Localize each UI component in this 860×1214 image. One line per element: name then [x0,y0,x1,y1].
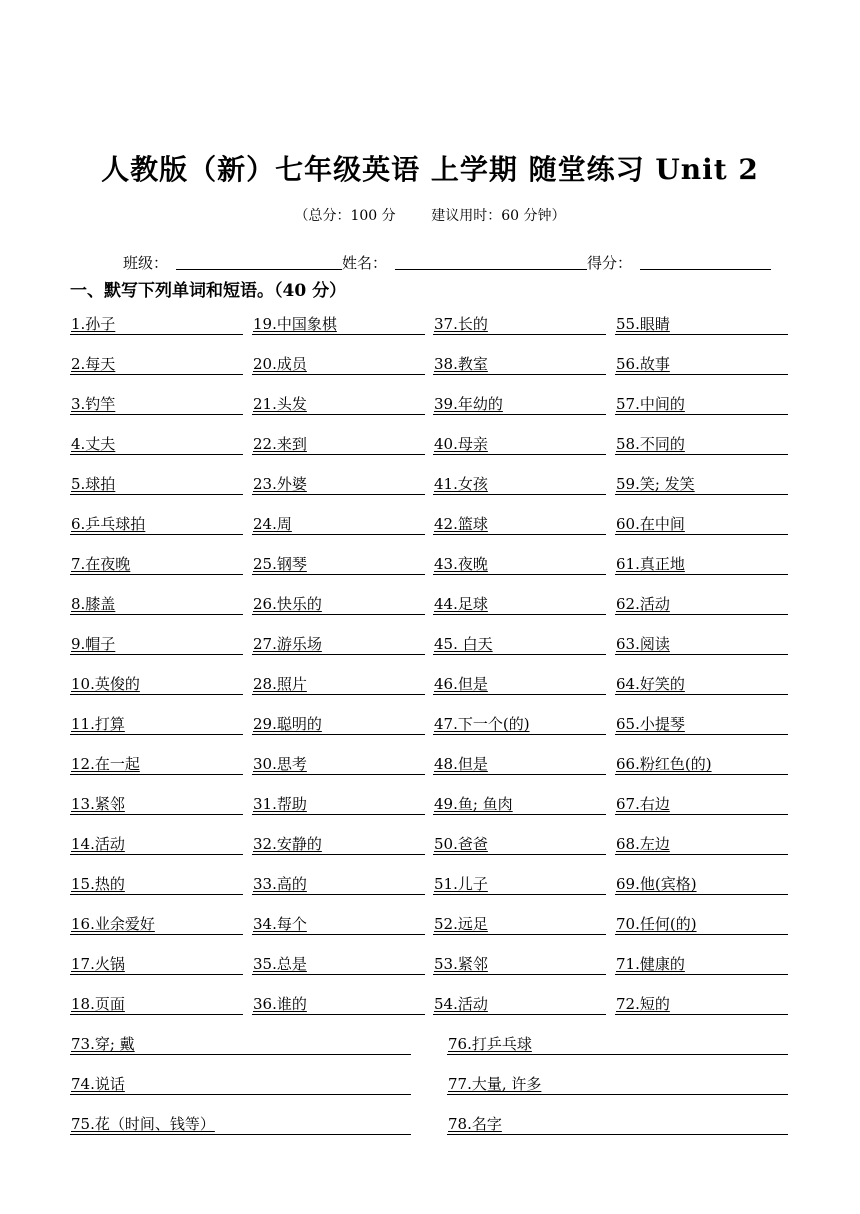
vocab-item[interactable]: 24.周 [252,514,425,535]
vocab-item[interactable]: 57.中间的 [615,394,788,415]
vocab-item[interactable]: 43.夜晚 [433,554,606,575]
vocab-item-wide[interactable]: 77.大量, 许多 [447,1074,788,1095]
vocab-item[interactable]: 68.左边 [615,834,788,855]
vocab-item[interactable]: 12.在一起 [70,754,243,775]
vocab-item[interactable]: 32.安静的 [252,834,425,855]
vocab-item[interactable]: 66.粉红色(的) [615,754,788,775]
vocab-item[interactable]: 61.真正地 [615,554,788,575]
vocab-item[interactable]: 34.每个 [252,914,425,935]
vocab-item-wide[interactable]: 78.名字 [447,1114,788,1135]
vocab-item[interactable]: 5.球拍 [70,474,243,495]
vocab-item[interactable]: 55.眼睛 [615,314,788,335]
vocab-item[interactable]: 60.在中间 [615,514,788,535]
vocab-item[interactable]: 58.不同的 [615,434,788,455]
vocab-item[interactable]: 63.阅读 [615,634,788,655]
vocab-item[interactable]: 1.孙子 [70,314,243,335]
vocab-item[interactable]: 69.他(宾格) [615,874,788,895]
vocab-item[interactable]: 4.丈夫 [70,434,243,455]
vocab-item[interactable]: 46.但是 [433,674,606,695]
vocab-item[interactable]: 39.年幼的 [433,394,606,415]
vocab-item[interactable]: 13.紧邻 [70,794,243,815]
vocab-item[interactable]: 3.钓竿 [70,394,243,415]
vocab-item[interactable]: 21.头发 [252,394,425,415]
score-label: 得分： [587,254,633,272]
page-title: 人教版（新）七年级英语 上学期 随堂练习 Unit 2 [101,153,759,186]
vocab-item[interactable]: 50.爸爸 [433,834,606,855]
vocab-item[interactable]: 45. 白天 [433,634,606,655]
vocab-item[interactable]: 64.好笑的 [615,674,788,695]
vocab-item[interactable]: 41.女孩 [433,474,606,495]
vocab-item[interactable]: 9.帽子 [70,634,243,655]
vocab-item[interactable]: 70.任何(的) [615,914,788,935]
vocab-item[interactable]: 47.下一个(的) [433,714,606,735]
vocab-item[interactable]: 53.紧邻 [433,954,606,975]
vocab-item[interactable]: 71.健康的 [615,954,788,975]
vocab-item[interactable]: 16.业余爱好 [70,914,243,935]
section-title: 一、默写下列单词和短语。（40 分） [70,281,347,301]
vocab-item-wide[interactable]: 74.说话 [70,1074,411,1095]
vocab-item[interactable]: 29.聪明的 [252,714,425,735]
score-blank[interactable] [640,269,771,270]
vocab-item[interactable]: 31.帮助 [252,794,425,815]
name-blank[interactable] [395,269,587,270]
vocab-item[interactable]: 37.长的 [433,314,606,335]
vocab-item[interactable]: 25.钢琴 [252,554,425,575]
vocab-item[interactable]: 65.小提琴 [615,714,788,735]
vocab-item[interactable]: 11.打算 [70,714,243,735]
vocab-item-wide[interactable]: 75.花（时间、钱等） [70,1114,411,1135]
vocab-item[interactable]: 51.儿子 [433,874,606,895]
vocab-item[interactable]: 48.但是 [433,754,606,775]
vocab-item[interactable]: 59.笑; 发笑 [615,474,788,495]
vocab-item[interactable]: 72.短的 [615,994,788,1015]
vocab-item[interactable]: 8.膝盖 [70,594,243,615]
vocab-item[interactable]: 20.成员 [252,354,425,375]
vocab-item-wide[interactable]: 73.穿; 戴 [70,1034,411,1055]
vocab-item[interactable]: 42.篮球 [433,514,606,535]
vocab-item[interactable]: 62.活动 [615,594,788,615]
vocab-item[interactable]: 54.活动 [433,994,606,1015]
class-label: 班级： [123,254,169,272]
vocab-item[interactable]: 2.每天 [70,354,243,375]
vocab-item[interactable]: 44.足球 [433,594,606,615]
vocab-item[interactable]: 30.思考 [252,754,425,775]
vocab-item[interactable]: 18.页面 [70,994,243,1015]
vocab-item[interactable]: 28.照片 [252,674,425,695]
vocab-item[interactable]: 67.右边 [615,794,788,815]
vocab-item[interactable]: 19.中国象棋 [252,314,425,335]
vocab-item[interactable]: 15.热的 [70,874,243,895]
page-subtitle: （总分：100 分 建议用时：60 分钟） [294,208,566,224]
vocab-item[interactable]: 27.游乐场 [252,634,425,655]
vocab-item[interactable]: 33.高的 [252,874,425,895]
vocab-item[interactable]: 49.鱼; 鱼肉 [433,794,606,815]
vocab-item[interactable]: 40.母亲 [433,434,606,455]
vocab-item[interactable]: 52.远足 [433,914,606,935]
vocab-item[interactable]: 10.英俊的 [70,674,243,695]
vocab-item-wide[interactable]: 76.打乒乓球 [447,1034,788,1055]
vocab-item[interactable]: 6.乒乓球拍 [70,514,243,535]
vocab-item[interactable]: 35.总是 [252,954,425,975]
vocab-item[interactable]: 26.快乐的 [252,594,425,615]
vocab-item[interactable]: 14.活动 [70,834,243,855]
vocab-item[interactable]: 7.在夜晚 [70,554,243,575]
name-label: 姓名： [342,254,388,272]
vocab-item[interactable]: 56.故事 [615,354,788,375]
vocab-item[interactable]: 38.教室 [433,354,606,375]
vocab-item[interactable]: 23.外婆 [252,474,425,495]
vocab-item[interactable]: 22.来到 [252,434,425,455]
vocab-item[interactable]: 36.谁的 [252,994,425,1015]
vocab-item[interactable]: 17.火锅 [70,954,243,975]
class-blank[interactable] [176,269,342,270]
